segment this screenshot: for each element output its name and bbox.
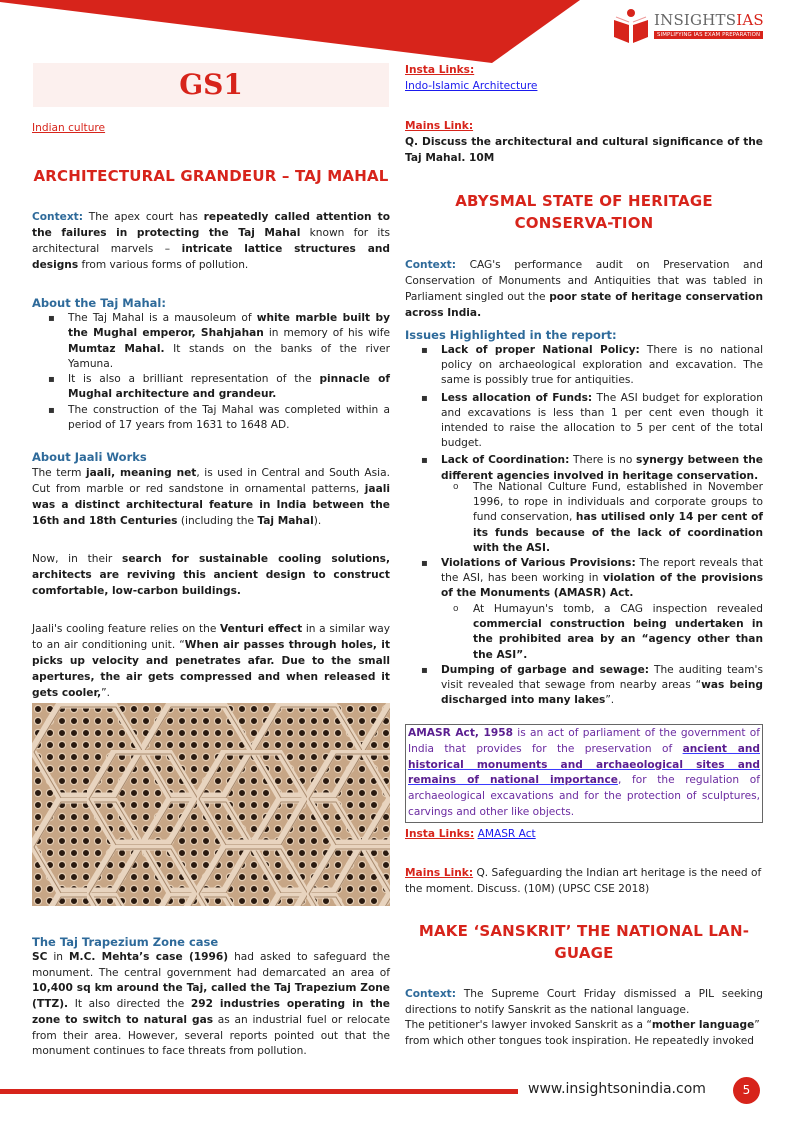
sub-list-item: o At Humayun's tomb, a CAG inspection revealed commercial construction being undertaken in the prohibited area by an “agency other than the ASI”. xyxy=(405,602,763,663)
mains-link-block xyxy=(405,118,763,166)
topic-link-indian-culture[interactable]: Indian culture xyxy=(32,122,106,134)
logo-wordmark: INSIGHTSIAS xyxy=(654,11,764,29)
page-number-badge: 5 xyxy=(733,1077,760,1104)
violations-sublist xyxy=(405,602,763,663)
jaali-heading: About Jaali Works xyxy=(32,450,147,464)
mains-question-taj: Q. Discuss the architectural and cultural significance of the Taj Mahal. 10M xyxy=(405,136,763,164)
about-taj-heading: About the Taj Mahal: xyxy=(32,296,166,310)
jaali-paragraph-2: Now, in their search for sustainable cooling solutions, architects are reviving this ancient design to construct comfortable, low-carbon buildings. xyxy=(32,553,390,597)
sub-list-item: o The National Culture Fund, established in November 1996, to rope in individuals and corporate groups to fund conservation, has utilised only 14 per cent of its funds because of the lack of coordination with the ASI. xyxy=(405,480,763,556)
jaali-paragraph-1: The term jaali, meaning net, is used in Central and South Asia. Cut from marble or red sandstone in ornamental patterns, jaali was a distinct architectural feature in India between the 16th and 18th Centuries (including the Taj Mahal). xyxy=(32,467,390,527)
insta-links-label: Insta Links: xyxy=(405,64,475,76)
issues-heading: Issues Highlighted in the report: xyxy=(405,328,617,342)
list-item: ▪ Lack of Coordination: There is no synergy between the different agencies involved in heritage conservation. xyxy=(405,453,763,483)
list-item: ▪ Less allocation of Funds: The ASI budget for exploration and excavations is less than 1 per cent even though it intended to raise the allocation to 5 per cent of the total budget. xyxy=(405,391,763,452)
article-title-sanskrit: MAKE ‘SANSKRIT’ THE NATIONAL LAN-GUAGE xyxy=(418,922,750,962)
context-paragraph-sanskrit: Context: The Supreme Court Friday dismissed a PIL seeking directions to notify Sanskrit as the national language. xyxy=(405,988,763,1016)
context-paragraph-heritage: Context: CAG's performance audit on Preservation and Conservation of Monuments and Antiquities that was tabled in Parliament singled out the poor state of heritage conservation across India. xyxy=(405,259,764,319)
list-item: ▪ The construction of the Taj Mahal was completed within a period of 17 years from 1631 to 1648 AD. xyxy=(32,403,390,434)
about-taj-bullets xyxy=(32,311,390,433)
jaali-lattice-image xyxy=(32,703,390,906)
mains-link-label: Mains Link: xyxy=(405,120,474,132)
amasr-act-callout: AMASR Act, 1958 is an act of parliament of the government of India that provides for the preservation of ancient and historical monuments and archaeological sites and remains of national importance, for the regulation of archaeological excavations and for the protection of sculptures, carvings and other like objects. xyxy=(405,724,763,823)
header-swoosh-decoration xyxy=(0,0,600,70)
jaali-paragraph-3: Jaali's cooling feature relies on the Venturi effect in a similar way to an air conditioning unit. “When air passes through holes, it picks up velocity and penetrates afar. Due to the small apertures, the air gets compressed and when released it gets cooler,”. xyxy=(32,623,391,699)
issues-list-cont xyxy=(405,556,763,602)
issues-list xyxy=(405,343,763,486)
insta-links-block xyxy=(405,63,537,94)
context-paragraph-taj: Context: The apex court has repeatedly called attention to the failures in protecting the Taj Mahal known for its architectural marvels – intricate lattice structures and designs from various forms of pollution. xyxy=(32,211,390,271)
open-book-icon xyxy=(612,8,650,44)
logo-tagline: SIMPLIFYING IAS EXAM PREPARATION xyxy=(654,31,763,39)
insta-links-amasr: Insta Links: AMASR Act xyxy=(405,828,536,840)
footer-website-link[interactable]: www.insightsonindia.com xyxy=(528,1081,706,1097)
section-label-gs1: GS1 xyxy=(33,63,389,107)
coordination-sublist xyxy=(405,480,763,556)
ttz-heading: The Taj Trapezium Zone case xyxy=(32,935,219,949)
list-item: ▪ The Taj Mahal is a mausoleum of white marble built by the Mughal emperor, Shahjahan in memory of his wife Mumtaz Mahal. It stands on the banks of the river Yamuna. xyxy=(32,311,390,372)
article-title-heritage: ABYSMAL STATE OF HERITAGE CONSERVA-TION xyxy=(455,192,713,232)
mains-link-heritage: Mains Link: Q. Safeguarding the Indian art heritage is the need of the moment. Discuss. (10M) (UPSC CSE 2018) xyxy=(405,867,762,895)
sanskrit-paragraph-2: The petitioner's lawyer invoked Sanskrit as a “mother language” from which other tongues took inspiration. He repeatedly invoked xyxy=(405,1019,760,1047)
article-title-taj-mahal: ARCHITECTURAL GRANDEUR – TAJ MAHAL xyxy=(33,167,389,185)
list-item: ▪ Violations of Various Provisions: The report reveals that the ASI, has been working in violation of the provisions of the Monuments (AMASR) Act. xyxy=(405,556,763,602)
insightsias-logo xyxy=(612,8,782,44)
link-ancient-monuments[interactable]: ancient and historical monuments and archaeological sites and remains of national importance xyxy=(408,742,760,787)
list-item: ▪ Dumping of garbage and sewage: The auditing team's visit revealed that sewage from nearby areas “was being discharged into many lakes”. xyxy=(405,663,763,709)
issues-list-end xyxy=(405,663,763,709)
list-item: ▪ It is also a brilliant representation of the pinnacle of Mughal architecture and grandeur. xyxy=(32,372,390,403)
ttz-paragraph: SC in M.C. Mehta’s case (1996) had asked to safeguard the monument. The central government had demarcated an area of 10,400 sq km around the Taj, called the Taj Trapezium Zone (TTZ). It also directed the 292 industries operating in the zone to switch to natural gas as an industrial fuel or relocate from their area. However, several reports pointed out that the monument continues to face threats from pollution. xyxy=(32,951,390,1058)
link-amasr-act[interactable]: AMASR Act xyxy=(477,828,536,840)
footer-divider-line xyxy=(0,1089,518,1094)
link-indo-islamic-architecture[interactable]: Indo-Islamic Architecture xyxy=(405,79,538,92)
jaali-pattern-graphic xyxy=(32,703,390,906)
list-item: ▪ Lack of proper National Policy: There is no national policy on archaeological exploration and excavation. The same is possibly true for antiquities. xyxy=(405,343,763,389)
